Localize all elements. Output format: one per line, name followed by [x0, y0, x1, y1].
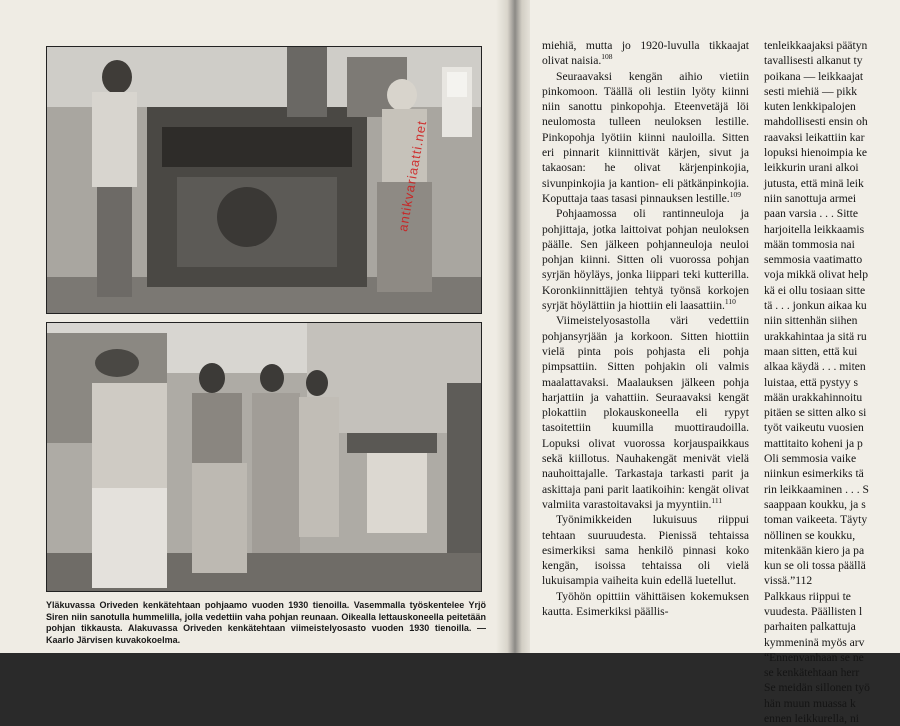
photo-caption: Yläkuvassa Oriveden kenkätehtaan pohjaamo vuoden 1930 tienoilla. Vasemmalla työskentelee Yrjö Siren niin sanotulla hummelilla, jolla vedettiin vaha pohjan reunaan. Oikealla lettauskoneella peitetään pohjan tikkausta. Alakuvassa Oriveden kenkätehtaan viimeistelyosasto vuoden 1930 tienoilla. — Kaarlo Järvisen kuvakokoelma.: [46, 600, 486, 645]
footnote-ref-109: 109: [729, 190, 741, 200]
column-2-line: urakkahintaa ja sitä ru: [764, 329, 867, 343]
column-2-line: kuten lenkkipalojen: [764, 100, 856, 114]
column-2-line: alkaa käydä . . . miten: [764, 360, 866, 374]
column-2-line: paan varsia . . . Sitte: [764, 207, 859, 221]
paragraph-2: Pohjaamossa oli rantinneuloja ja pohjittaja, jotka laittoivat pohjan neuloksen päälle. Sen jälkeen pohjanneuloja neuloi pohjan kiinni. Sitten oli vuorossa pohjan syrjän höyläys, jonka liippari teki kutterilla. Koronkiinnittäjien tehtyä työnsä korkojen syrjät höylättiin ja hiottiin eli laasattiin.$^{110}$: [542, 207, 749, 313]
column-2-line: poikana — leikkaajat: [764, 69, 864, 83]
column-2-line: mahdollisesti ensin oh: [764, 115, 868, 129]
text-column-2-cropped: [764, 38, 900, 726]
column-2-line: harjoitella leikkaamis: [764, 222, 865, 236]
column-2-line: nöllinen se koukku,: [764, 528, 856, 542]
column-2-line: niin sanottuja armei: [764, 191, 857, 205]
column-2-line: niin sittenhän siihen: [764, 314, 858, 328]
watermark: antikvariaatti.net: [395, 119, 430, 233]
column-2-line: “Ennenvanhaan se ne: [764, 650, 864, 664]
column-2-line: toman vaikeeta. Täyty: [764, 513, 868, 527]
book-gutter: [496, 0, 534, 653]
column-2-line: Se meidän sillonen työ: [764, 681, 870, 695]
column-2-line: vissä.”112: [764, 574, 813, 588]
column-2-line: Oli semmosia vaike: [764, 452, 857, 466]
paragraph-5: Työhön opittiin vähittäisen kokemuksen kautta. Esimerkiksi päällis-: [542, 589, 749, 618]
column-2-line: leikkurin urani alkoi: [764, 161, 859, 175]
column-2-line: mään tommosia nai: [764, 237, 855, 251]
column-2-line: ennen leikkurella, ni: [764, 712, 859, 726]
footnote-ref-108: 108: [601, 52, 613, 62]
column-2-line: semmosia vaatimatto: [764, 253, 863, 267]
column-2-line: niinkun esimerkiks tä: [764, 467, 864, 481]
column-2-line: saappaan koukku, ja s: [764, 497, 866, 511]
column-2-line: tenleikkaajaksi päätyn: [764, 39, 868, 52]
column-2-line: parhaiten palkattuja: [764, 620, 856, 634]
column-2-line: vuudesta. Päällisten l: [764, 604, 863, 618]
column-2-line: tavallisesti alkanut ty: [764, 54, 863, 68]
column-2-line: mään urakkahinnoitu: [764, 390, 863, 404]
column-2-line: rin leikkaaminen . . . S: [764, 482, 869, 496]
column-2-line: mattitaito koheni ja p: [764, 436, 863, 450]
column-2-line: voja mikkä olivat help: [764, 268, 868, 282]
column-2-line: mitenkään kiero ja pa: [764, 543, 865, 557]
column-2-line: jutusta, että minä leik: [764, 176, 864, 190]
paragraph-4: Työnimikkeiden lukuisuus riippui tehtaan suuruudesta. Pienissä tehtaissa esimerkiksi sama henkilö pinnasi koko kengän, isoissa tehtaissa oli vielä lukuisampia vaiheita kuin edellä luetellut.: [542, 513, 749, 588]
column-2-line: kymmeninä myös arv: [764, 635, 865, 649]
paragraph-1: Seuraavaksi kengän aihio vietiin pinkomoon. Täällä oli lestiin lyöty kiinni niin sanottu pinkopohja. Eteenvetäjä löi neulomosta tulleen neuloksen lestille. Pinkopohja lyötiin kiinni nauloilla. Sitten eri pinnarit kiinnittivät kärjen, sivut ja takaosan: he olivat kärjenpinkojia, sivunpinkojia ja kantion- eli pätkänpinkojia. Koputtaja taas tasasi pinnauksen lestille.$^{109}$: [542, 69, 749, 205]
column-2-line: Palkkaus riippui te: [764, 589, 851, 603]
photo-finishing-department-illustration: [47, 323, 481, 591]
footnote-ref-111: 111: [711, 496, 723, 506]
column-2-line: se kenkätehtaan herr: [764, 666, 860, 680]
column-2-line: kun se oli tossa päällä: [764, 559, 866, 573]
paragraph-0: miehiä, mutta jo 1920-luvulla tikkaajat olivat naisia.$^{108}$: [542, 39, 749, 68]
column-2-line: sesti miehiä — pikk: [764, 84, 858, 98]
column-2-line: luistaa, että pystyy s: [764, 375, 859, 389]
column-2-line: hän muun muassa k: [764, 696, 856, 710]
column-2-line: pitäen se sitten alko si: [764, 406, 867, 420]
text-column-1: [542, 38, 749, 619]
column-2-line: kä ei ollu tosiaan sitte: [764, 283, 866, 297]
photo-finishing-department: [46, 322, 482, 592]
column-2-line: lopuksi hienoimpia ke: [764, 146, 868, 160]
footnote-ref-110: 110: [724, 297, 736, 307]
column-2-line: työt vaikeutu vuosien: [764, 421, 864, 435]
column-2-line: tä . . . jonkun aikaa ku: [764, 299, 867, 313]
column-2-line: raavaksi leikattiin kar: [764, 130, 865, 144]
column-2-line: maan sitten, että kui: [764, 344, 858, 358]
paragraph-3: Viimeistelyosastolla väri vedettiin pohjansyrjään ja korkoon. Sitten hiottiin vielä pinta pois pohjasta eli pohja pimpsattiin. Sitten pohjakin oli valmis maalattavaksi. Maalauksen jälkeen pohja harjattiin ja vahattiin. Seuraavaksi kengät plokattiin plokauskoneella eli rypyt tasoitettiin kuumilla muottiraudoilla. Lopuksi olivat vuorossa korjauspaikkaus sekä kiillotus. Nauhakengät menivät vielä nauhoittajalle. Tarkastaja tarkasti parit ja askittaja pani parit laatikoihin: kengät olivat valmiita varastoitavaksi ja myyntiin.$^{111}$: [542, 314, 749, 511]
